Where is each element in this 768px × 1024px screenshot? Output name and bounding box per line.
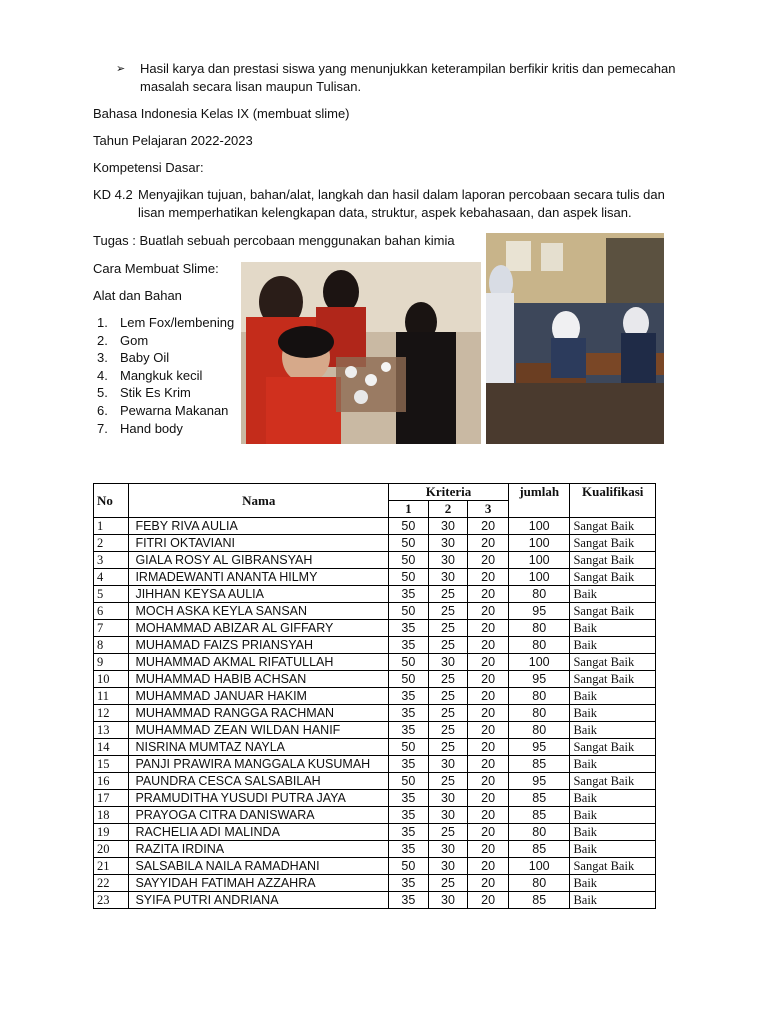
list-item: 2. Gom — [97, 332, 149, 348]
criteria-2-score: 30 — [428, 552, 468, 569]
outcome-line-2: masalah secara lisan maupun Tulisan. — [140, 79, 362, 94]
grades-table — [93, 483, 656, 909]
criteria-3-score: 20 — [468, 705, 509, 722]
student-name: MOHAMMAD ABIZAR AL GIFFARY — [129, 620, 389, 637]
criteria-1-score: 35 — [389, 756, 429, 773]
criteria-1-score: 35 — [389, 705, 429, 722]
criteria-2-score: 30 — [428, 535, 468, 552]
total-score: 80 — [508, 620, 570, 637]
student-name: SAYYIDAH FATIMAH AZZAHRA — [129, 875, 389, 892]
criteria-1-score: 35 — [389, 688, 429, 705]
criteria-1-score: 50 — [389, 739, 429, 756]
table-row — [94, 569, 656, 586]
task-line: Tugas : Buatlah sebuah percobaan menggunakan bahan kimia — [93, 233, 455, 248]
qualification: Sangat Baik — [570, 518, 656, 535]
row-number: 14 — [94, 739, 129, 756]
table-row — [94, 892, 656, 909]
criteria-2-score: 25 — [428, 773, 468, 790]
table-row — [94, 637, 656, 654]
total-score: 85 — [508, 790, 570, 807]
row-number: 8 — [94, 637, 129, 654]
header-criteria-2: 2 — [428, 501, 468, 518]
row-number: 1 — [94, 518, 129, 535]
row-number: 18 — [94, 807, 129, 824]
total-score: 95 — [508, 739, 570, 756]
criteria-3-score: 20 — [468, 654, 509, 671]
criteria-3-score: 20 — [468, 739, 509, 756]
total-score: 80 — [508, 875, 570, 892]
qualification: Sangat Baik — [570, 603, 656, 620]
table-row — [94, 858, 656, 875]
qualification: Sangat Baik — [570, 739, 656, 756]
row-number: 21 — [94, 858, 129, 875]
criteria-3-score: 20 — [468, 552, 509, 569]
student-name: MUHAMMAD RANGGA RACHMAN — [129, 705, 389, 722]
table-row — [94, 722, 656, 739]
qualification: Baik — [570, 637, 656, 654]
table-row — [94, 654, 656, 671]
student-name: NISRINA MUMTAZ NAYLA — [129, 739, 389, 756]
total-score: 95 — [508, 603, 570, 620]
criteria-3-score: 20 — [468, 535, 509, 552]
row-number: 4 — [94, 569, 129, 586]
student-name: FITRI OKTAVIANI — [129, 535, 389, 552]
criteria-2-score: 30 — [428, 756, 468, 773]
total-score: 100 — [508, 552, 570, 569]
qualification: Baik — [570, 875, 656, 892]
criteria-2-score: 25 — [428, 620, 468, 637]
criteria-2-score: 25 — [428, 722, 468, 739]
header-criteria: Kriteria — [389, 484, 509, 501]
table-row — [94, 620, 656, 637]
total-score: 85 — [508, 892, 570, 909]
student-name: IRMADEWANTI ANANTA HILMY — [129, 569, 389, 586]
criteria-2-score: 25 — [428, 688, 468, 705]
criteria-3-score: 20 — [468, 586, 509, 603]
table-row — [94, 824, 656, 841]
table-row — [94, 739, 656, 756]
header-name: Nama — [129, 484, 389, 518]
criteria-2-score: 30 — [428, 892, 468, 909]
criteria-3-score: 20 — [468, 790, 509, 807]
criteria-2-score: 30 — [428, 569, 468, 586]
criteria-2-score: 30 — [428, 790, 468, 807]
criteria-2-score: 25 — [428, 705, 468, 722]
qualification: Baik — [570, 705, 656, 722]
qualification: Sangat Baik — [570, 858, 656, 875]
table-row — [94, 790, 656, 807]
criteria-2-score: 30 — [428, 841, 468, 858]
student-name: PRAMUDITHA YUSUDI PUTRA JAYA — [129, 790, 389, 807]
table-row — [94, 518, 656, 535]
table-row — [94, 756, 656, 773]
header-criteria-1: 1 — [389, 501, 429, 518]
criteria-1-score: 50 — [389, 671, 429, 688]
qualification: Baik — [570, 722, 656, 739]
table-row — [94, 586, 656, 603]
header-total: jumlah — [508, 484, 570, 518]
total-score: 85 — [508, 807, 570, 824]
criteria-2-score: 25 — [428, 586, 468, 603]
row-number: 12 — [94, 705, 129, 722]
total-score: 100 — [508, 654, 570, 671]
row-number: 10 — [94, 671, 129, 688]
criteria-2-score: 25 — [428, 603, 468, 620]
criteria-3-score: 20 — [468, 875, 509, 892]
table-row — [94, 603, 656, 620]
list-item: 1. Lem Fox/lembening — [97, 315, 235, 330]
table-row — [94, 875, 656, 892]
qualification: Baik — [570, 756, 656, 773]
grades-table-body — [94, 518, 656, 909]
row-number: 23 — [94, 892, 129, 909]
student-name: RACHELIA ADI MALINDA — [129, 824, 389, 841]
total-score: 100 — [508, 858, 570, 875]
table-row — [94, 841, 656, 858]
student-name: PAUNDRA CESCA SALSABILAH — [129, 773, 389, 790]
row-number: 6 — [94, 603, 129, 620]
criteria-3-score: 20 — [468, 824, 509, 841]
table-row — [94, 773, 656, 790]
student-name: SALSABILA NAILA RAMADHANI — [129, 858, 389, 875]
qualification: Baik — [570, 824, 656, 841]
row-number: 19 — [94, 824, 129, 841]
qualification: Sangat Baik — [570, 654, 656, 671]
list-item: 5. Stik Es Krim — [97, 385, 191, 401]
row-number: 20 — [94, 841, 129, 858]
criteria-1-score: 50 — [389, 569, 429, 586]
list-item: 6. Pewarna Makanan — [97, 402, 229, 418]
criteria-3-score: 20 — [468, 892, 509, 909]
criteria-3-score: 20 — [468, 722, 509, 739]
qualification: Sangat Baik — [570, 569, 656, 586]
table-row — [94, 807, 656, 824]
total-score: 100 — [508, 535, 570, 552]
list-item: 7. Hand body — [97, 420, 183, 436]
total-score: 80 — [508, 705, 570, 722]
criteria-1-score: 35 — [389, 892, 429, 909]
criteria-1-score: 35 — [389, 790, 429, 807]
criteria-3-score: 20 — [468, 569, 509, 586]
criteria-3-score: 20 — [468, 807, 509, 824]
student-name: JIHHAN KEYSA AULIA — [129, 586, 389, 603]
criteria-3-score: 20 — [468, 841, 509, 858]
kd-label: KD 4.2 — [93, 187, 133, 202]
criteria-2-score: 25 — [428, 824, 468, 841]
row-number: 2 — [94, 535, 129, 552]
qualification: Baik — [570, 892, 656, 909]
criteria-2-score: 30 — [428, 807, 468, 824]
table-row — [94, 688, 656, 705]
criteria-2-score: 25 — [428, 875, 468, 892]
qualification: Baik — [570, 790, 656, 807]
students-experiment-photo — [241, 262, 481, 444]
header-no: No — [94, 484, 129, 518]
criteria-3-score: 20 — [468, 637, 509, 654]
criteria-2-score: 25 — [428, 637, 468, 654]
criteria-1-score: 50 — [389, 535, 429, 552]
student-name: MUHAMMAD AKMAL RIFATULLAH — [129, 654, 389, 671]
criteria-1-score: 35 — [389, 722, 429, 739]
criteria-2-score: 30 — [428, 518, 468, 535]
table-row — [94, 671, 656, 688]
qualification: Baik — [570, 586, 656, 603]
student-name: MUHAMAD FAIZS PRIANSYAH — [129, 637, 389, 654]
row-number: 3 — [94, 552, 129, 569]
criteria-1-score: 35 — [389, 875, 429, 892]
qualification: Baik — [570, 688, 656, 705]
row-number: 5 — [94, 586, 129, 603]
total-score: 80 — [508, 586, 570, 603]
total-score: 80 — [508, 637, 570, 654]
student-name: GIALA ROSY AL GIBRANSYAH — [129, 552, 389, 569]
qualification: Baik — [570, 620, 656, 637]
criteria-3-score: 20 — [468, 756, 509, 773]
materials-list — [93, 314, 234, 437]
row-number: 9 — [94, 654, 129, 671]
student-name: MUHAMMAD ZEAN WILDAN HANIF — [129, 722, 389, 739]
criteria-3-score: 20 — [468, 603, 509, 620]
criteria-1-score: 50 — [389, 552, 429, 569]
subject-line: Bahasa Indonesia Kelas IX (membuat slime) — [93, 106, 350, 121]
criteria-1-score: 50 — [389, 518, 429, 535]
qualification: Sangat Baik — [570, 552, 656, 569]
criteria-1-score: 50 — [389, 858, 429, 875]
table-row — [94, 705, 656, 722]
total-score: 100 — [508, 569, 570, 586]
total-score: 95 — [508, 773, 570, 790]
student-name: PRAYOGA CITRA DANISWARA — [129, 807, 389, 824]
how-to-heading: Cara Membuat Slime: — [93, 261, 219, 276]
criteria-1-score: 35 — [389, 620, 429, 637]
kd-line-1: Menyajikan tujuan, bahan/alat, langkah dan hasil dalam laporan percobaan secara tulis dan — [138, 187, 665, 202]
criteria-1-score: 50 — [389, 773, 429, 790]
total-score: 85 — [508, 841, 570, 858]
total-score: 80 — [508, 688, 570, 705]
table-row — [94, 552, 656, 569]
criteria-2-score: 30 — [428, 654, 468, 671]
list-item: 3. Baby Oil — [97, 350, 170, 366]
student-name: SYIFA PUTRI ANDRIANA — [129, 892, 389, 909]
outcome-line-1: Hasil karya dan prestasi siswa yang menunjukkan keterampilan berfikir kritis dan pemecahan — [140, 61, 676, 76]
row-number: 13 — [94, 722, 129, 739]
materials-heading: Alat dan Bahan — [93, 288, 182, 303]
kd-heading: Kompetensi Dasar: — [93, 160, 204, 175]
student-name: MUHAMMAD JANUAR HAKIM — [129, 688, 389, 705]
row-number: 22 — [94, 875, 129, 892]
table-header-row — [94, 484, 656, 501]
criteria-1-score: 35 — [389, 824, 429, 841]
qualification: Sangat Baik — [570, 535, 656, 552]
criteria-1-score: 35 — [389, 637, 429, 654]
student-name: RAZITA IRDINA — [129, 841, 389, 858]
total-score: 80 — [508, 824, 570, 841]
criteria-2-score: 30 — [428, 858, 468, 875]
arrow-bullet-icon: ➢ — [116, 63, 126, 75]
student-name: MOCH ASKA KEYLA SANSAN — [129, 603, 389, 620]
school-year: Tahun Pelajaran 2022-2023 — [93, 133, 253, 148]
criteria-1-score: 35 — [389, 841, 429, 858]
criteria-3-score: 20 — [468, 688, 509, 705]
header-criteria-3: 3 — [468, 501, 509, 518]
kd-line-2: lisan memperhatikan kelengkapan data, struktur, aspek kebahasaan, dan aspek lisan. — [138, 205, 632, 220]
total-score: 80 — [508, 722, 570, 739]
criteria-2-score: 25 — [428, 739, 468, 756]
total-score: 100 — [508, 518, 570, 535]
criteria-3-score: 20 — [468, 518, 509, 535]
criteria-1-score: 50 — [389, 603, 429, 620]
total-score: 85 — [508, 756, 570, 773]
qualification: Sangat Baik — [570, 773, 656, 790]
criteria-1-score: 35 — [389, 807, 429, 824]
row-number: 17 — [94, 790, 129, 807]
student-name: MUHAMMAD HABIB ACHSAN — [129, 671, 389, 688]
criteria-2-score: 25 — [428, 671, 468, 688]
row-number: 16 — [94, 773, 129, 790]
total-score: 95 — [508, 671, 570, 688]
criteria-3-score: 20 — [468, 671, 509, 688]
criteria-1-score: 35 — [389, 586, 429, 603]
classroom-photo — [486, 233, 664, 444]
student-name: PANJI PRAWIRA MANGGALA KUSUMAH — [129, 756, 389, 773]
criteria-3-score: 20 — [468, 620, 509, 637]
row-number: 11 — [94, 688, 129, 705]
table-row — [94, 535, 656, 552]
qualification: Baik — [570, 841, 656, 858]
criteria-3-score: 20 — [468, 773, 509, 790]
list-item: 4. Mangkuk kecil — [97, 367, 203, 383]
criteria-3-score: 20 — [468, 858, 509, 875]
student-name: FEBY RIVA AULIA — [129, 518, 389, 535]
qualification: Baik — [570, 807, 656, 824]
row-number: 15 — [94, 756, 129, 773]
criteria-1-score: 50 — [389, 654, 429, 671]
header-qualification: Kualifikasi — [570, 484, 656, 518]
row-number: 7 — [94, 620, 129, 637]
qualification: Sangat Baik — [570, 671, 656, 688]
